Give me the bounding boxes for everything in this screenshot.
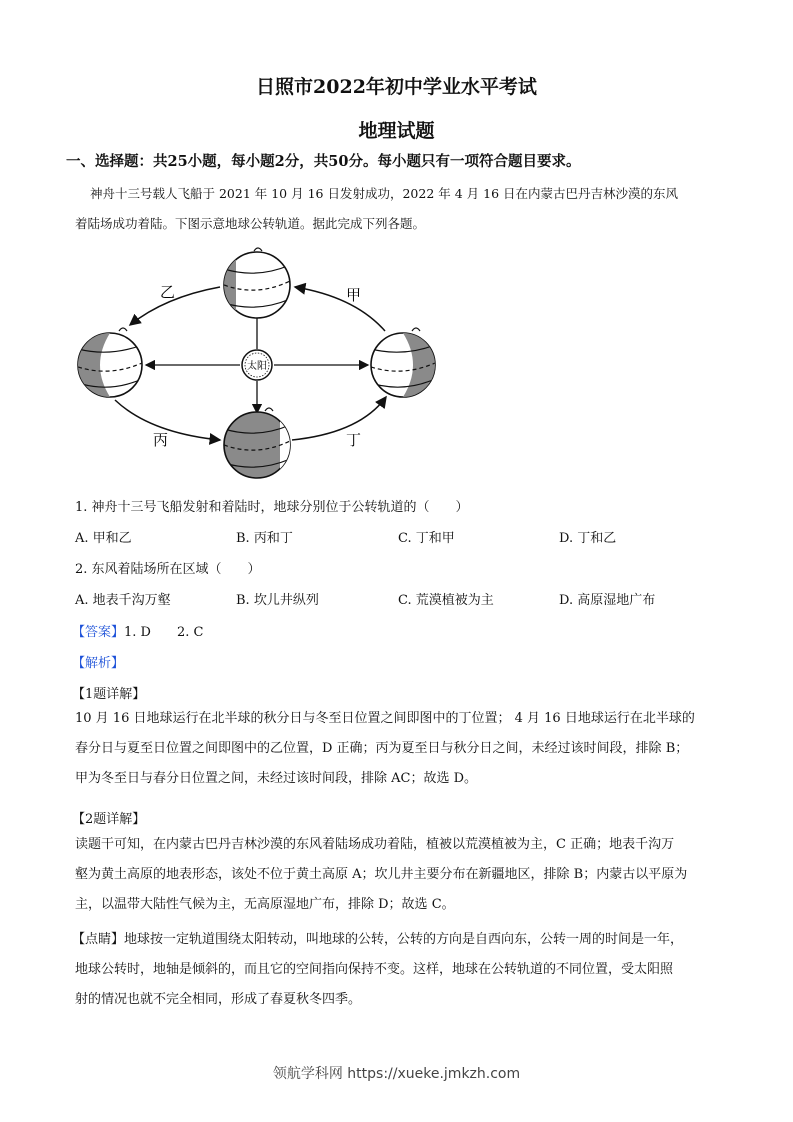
- tip-line: 地球公转时，地轴是倾斜的，而且它的空间指向保持不变。这样，地球在公转轨道的不同位置，受太阳照: [75, 962, 674, 977]
- q1-option-b: B. 丙和丁: [236, 531, 293, 546]
- detail2-tag: 【2题详解】: [72, 812, 146, 827]
- intro-line-2: 着陆场成功着陆。下图示意地球公转轨道。据此完成下列各题。: [75, 216, 426, 231]
- q2-option-c: C. 荒漠植被为主: [398, 593, 494, 608]
- q2-option-b: B. 坎儿井纵列: [236, 593, 319, 608]
- detail1-body: [75, 704, 695, 794]
- earth-top: [220, 245, 290, 325]
- label-jia: 甲: [346, 286, 362, 304]
- detail1-line: 10 月 16 日地球运行在北半球的秋分日与冬至日位置之间即图中的丁位置； 4 月 16 日地球运行在北半球的: [75, 711, 695, 726]
- detail1-tag: 【1题详解】: [72, 687, 146, 702]
- detail2-line: 读题干可知，在内蒙古巴丹吉林沙漠的东风着陆场成功着陆，植被以荒漠植被为主，C 正确；地表千沟万: [75, 837, 675, 852]
- tip-tag: 【点睛】: [72, 932, 125, 947]
- label-ding: 丁: [346, 431, 362, 449]
- q2-option-a: A. 地表千沟万壑: [75, 593, 171, 608]
- intro-line-1: 神舟十三号载人飞船于 2021 年 10 月 16 日发射成功，2022 年 4 月 16 日在内蒙古巴丹吉林沙漠的东风: [90, 186, 679, 201]
- svg-text:太阳: 太阳: [247, 361, 267, 372]
- detail2-line: 壑为黄土高原的地表形态，该处不位于黄土高原 A；坎儿井主要分布在新疆地区，排除 B；内蒙古以平原为: [75, 867, 688, 882]
- answer-text: 1. D 2. C: [124, 625, 204, 640]
- label-yi: 乙: [160, 283, 176, 301]
- earth-bottom: [224, 405, 294, 485]
- detail2-body: [75, 830, 687, 920]
- earth-orbit-figure: [70, 245, 450, 485]
- page-subtitle: 地理试题: [358, 120, 435, 142]
- orbit-arc-jia: [295, 287, 385, 331]
- orbit-arc-ding: [292, 397, 386, 440]
- page-title: 日照市2022年初中学业水平考试: [256, 76, 537, 98]
- label-bing: 丙: [153, 431, 169, 449]
- sun-icon: [242, 350, 272, 380]
- question-1-stem: 1. 神舟十三号飞船发射和着陆时，地球分别位于公转轨道的（ ）: [75, 500, 469, 515]
- q1-option-c: C. 丁和甲: [398, 531, 455, 546]
- section-heading: 一、选择题：共25小题，每小题2分，共50分。每小题只有一项符合题目要求。: [66, 153, 581, 170]
- tip-line: 射的情况也就不完全相同，形成了春夏秋冬四季。: [75, 992, 362, 1007]
- analysis-tag: 【解析】: [72, 656, 125, 671]
- detail2-line: 主，以温带大陆性气候为主，无高原湿地广布，排除 D；故选 C。: [75, 897, 455, 912]
- q1-option-a: A. 甲和乙: [75, 531, 132, 546]
- question-2-stem: 2. 东风着陆场所在区域（ ）: [75, 562, 261, 577]
- earth-right: [371, 328, 435, 397]
- detail1-line: 春分日与夏至日位置之间即图中的乙位置，D 正确；丙为夏至日与秋分日之间，未经过该时间段，排除 B；: [75, 741, 689, 756]
- q2-option-d: D. 高原湿地广布: [559, 593, 656, 608]
- tip-body: [72, 925, 683, 1015]
- footer-watermark: 领航学科网 https://xueke.jmkzh.com: [272, 1066, 521, 1082]
- detail1-line: 甲为冬至日与春分日位置之间，未经过该时间段，排除 AC；故选 D。: [75, 771, 478, 786]
- answer-tag: 【答案】: [72, 625, 125, 640]
- q1-option-d: D. 丁和乙: [559, 531, 617, 546]
- answer-row: [72, 621, 203, 640]
- earth-left: [78, 328, 142, 397]
- tip-line-1: 【点睛】地球按一定轨道围绕太阳转动，叫地球的公转，公转的方向是自西向东，公转一周的时间是一年，: [72, 932, 684, 947]
